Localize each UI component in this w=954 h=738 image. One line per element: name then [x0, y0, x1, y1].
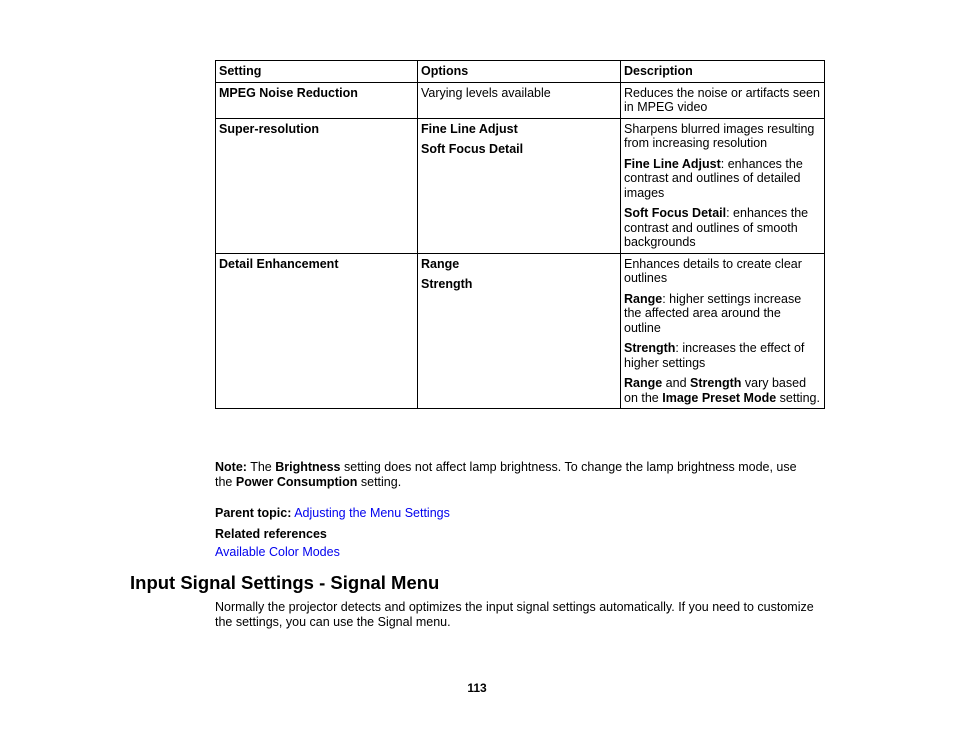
table-row: [216, 118, 825, 253]
option-item: Soft Focus Detail: [421, 142, 524, 156]
option-item: Fine Line Adjust: [421, 121, 518, 136]
term-text: setting.: [776, 390, 820, 405]
section-intro: Normally the projector detects and optimizes the input signal settings automatically. If you need to customize the settings, you can use the Signal menu.: [215, 600, 814, 629]
description-paragraph: Enhances details to create clear outlines: [624, 256, 802, 285]
description-paragraph: Sharpens blurred images resulting from increasing resolution: [624, 121, 815, 150]
note-text: setting does not affect lamp brightness. To change the lamp brightness mode, use the: [215, 460, 797, 489]
term: Range: [624, 376, 663, 390]
term-text: : increases the effect of higher settings: [624, 341, 805, 370]
term-text: vary based on the: [624, 376, 807, 405]
description-cell: [621, 118, 825, 253]
term-text: : enhances the contrast and outlines of detailed images: [624, 156, 803, 200]
description-cell: [621, 253, 825, 409]
options-cell: [418, 253, 621, 409]
parent-topic: [215, 506, 450, 521]
setting-name: Super-resolution: [219, 121, 320, 136]
parent-topic-label: Parent topic:: [215, 506, 292, 520]
setting-cell: [216, 82, 418, 118]
header-description: Description: [621, 61, 825, 83]
table-row: [216, 253, 825, 409]
settings-table: [215, 60, 825, 409]
setting-cell: [216, 253, 418, 409]
option-item: Strength: [421, 277, 473, 291]
header-options: Options: [418, 61, 621, 83]
setting-name: Detail Enhancement: [219, 256, 339, 271]
description-paragraph: [624, 292, 820, 336]
table-header-row: [216, 61, 825, 83]
description-paragraph: [624, 157, 820, 201]
note-label: Note:: [215, 460, 247, 474]
page-number: 113: [467, 681, 487, 695]
term: Soft Focus Detail: [624, 206, 727, 220]
term: Image Preset Mode: [662, 390, 777, 405]
note-term: Power Consumption: [235, 474, 358, 489]
related-reference-item: [215, 545, 340, 560]
section-heading: Input Signal Settings - Signal Menu: [130, 572, 440, 593]
option-item: Range: [421, 256, 460, 271]
options-cell: Varying levels available: [418, 82, 621, 118]
note-term: Brightness: [275, 460, 341, 474]
term: Range: [624, 291, 663, 306]
term: Strength: [624, 341, 676, 355]
table-row: [216, 82, 825, 118]
description-paragraph: [624, 341, 820, 370]
note-paragraph: [215, 460, 815, 489]
term-text: and: [662, 376, 691, 390]
setting-name: MPEG Noise Reduction: [219, 85, 358, 100]
note-text: setting.: [357, 474, 402, 489]
description-cell: Reduces the noise or artifacts seen in MPEG video: [621, 82, 825, 118]
related-references-label: Related references: [215, 527, 327, 541]
parent-topic-link[interactable]: Adjusting the Menu Settings: [294, 506, 450, 520]
note-text: The: [246, 460, 276, 474]
term-text: : enhances the contrast and outlines of smooth backgrounds: [624, 206, 809, 249]
header-setting: Setting: [216, 61, 418, 83]
term: Fine Line Adjust: [624, 156, 721, 171]
related-reference-link[interactable]: Available Color Modes: [215, 545, 340, 559]
description-paragraph: [624, 376, 820, 405]
term: Strength: [690, 376, 742, 390]
options-cell: [418, 118, 621, 253]
setting-cell: [216, 118, 418, 253]
term-text: : higher settings increase the affected area around the outline: [624, 291, 802, 335]
description-paragraph: [624, 206, 820, 250]
